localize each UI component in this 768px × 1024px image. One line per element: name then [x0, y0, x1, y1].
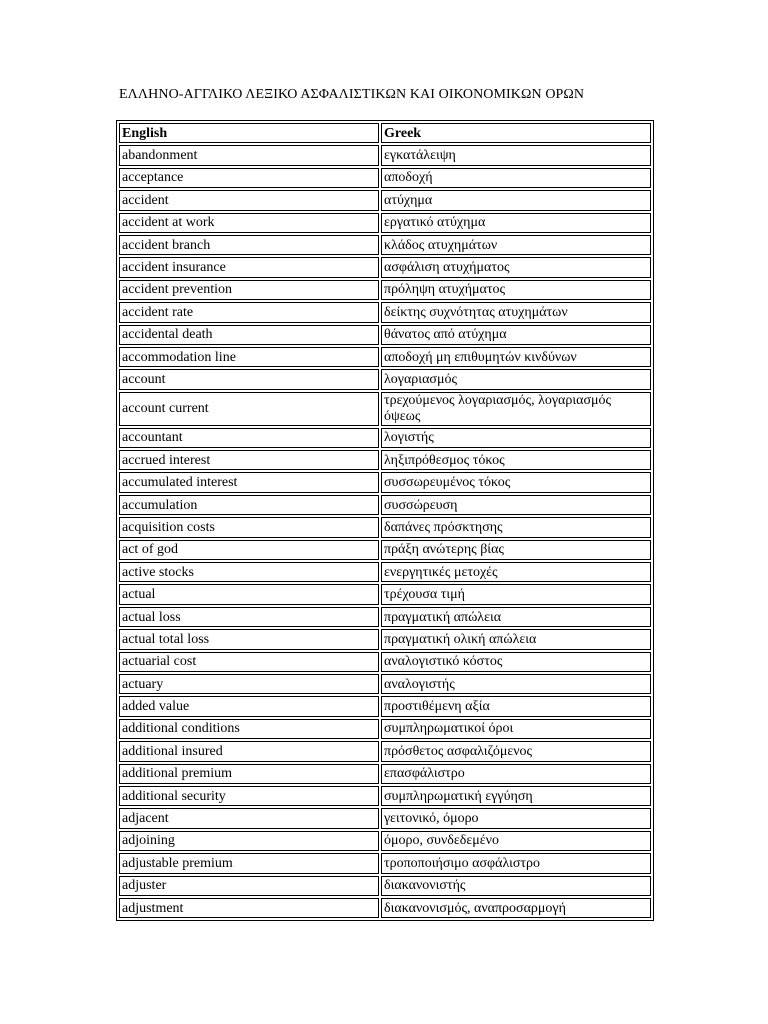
table-row: [119, 674, 651, 694]
greek-term: τρέχουσα τιμή: [381, 584, 651, 604]
table-row: [119, 562, 651, 582]
table-row: [119, 495, 651, 515]
english-term: accommodation line: [119, 347, 379, 367]
table-row: [119, 325, 651, 345]
table-row: [119, 808, 651, 828]
table-row: [119, 369, 651, 389]
table-row: [119, 517, 651, 537]
table-row: [119, 607, 651, 627]
english-term: acceptance: [119, 168, 379, 188]
english-term: act of god: [119, 540, 379, 560]
table-row: [119, 257, 651, 277]
english-term: accident branch: [119, 235, 379, 255]
greek-term: τροποποιήσιμο ασφάλιστρο: [381, 853, 651, 873]
english-term: accident: [119, 190, 379, 210]
greek-term: πραγματική απώλεια: [381, 607, 651, 627]
table-row: [119, 280, 651, 300]
greek-term: ασφάλιση ατυχήματος: [381, 257, 651, 277]
greek-term: προστιθέμενη αξία: [381, 696, 651, 716]
english-term: account current: [119, 392, 379, 426]
header-greek: Greek: [381, 123, 651, 143]
greek-term: λογιστής: [381, 428, 651, 448]
document-title: ΕΛΛΗΝΟ-ΑΓΓΛΙΚΟ ΛΕΞΙΚΟ ΑΣΦΑΛΙΣΤΙΚΩΝ ΚΑΙ ΟΙΚΟΝΟΜΙΚΩΝ ΟΡΩΝ: [119, 87, 585, 102]
greek-term: τρεχούμενος λογαριασμός, λογαριασμός όψεως: [381, 392, 651, 426]
english-term: accumulation: [119, 495, 379, 515]
table-row: [119, 450, 651, 470]
greek-term: αναλογιστής: [381, 674, 651, 694]
table-row: [119, 652, 651, 672]
table-row: [119, 584, 651, 604]
english-term: additional insured: [119, 741, 379, 761]
greek-term: συσσωρευμένος τόκος: [381, 472, 651, 492]
table-body: [119, 145, 651, 918]
greek-term: δείκτης συχνότητας ατυχημάτων: [381, 302, 651, 322]
english-term: adjustment: [119, 898, 379, 918]
greek-term: κλάδος ατυχημάτων: [381, 235, 651, 255]
greek-term: αποδοχή μη επιθυμητών κινδύνων: [381, 347, 651, 367]
table-row: [119, 347, 651, 367]
table-row: [119, 235, 651, 255]
english-term: added value: [119, 696, 379, 716]
table-row: [119, 719, 651, 739]
english-term: additional conditions: [119, 719, 379, 739]
greek-term: δαπάνες πρόσκτησης: [381, 517, 651, 537]
greek-term: όμορο, συνδεδεμένο: [381, 831, 651, 851]
english-term: actuarial cost: [119, 652, 379, 672]
greek-term: ατύχημα: [381, 190, 651, 210]
dictionary-table: [116, 120, 654, 921]
table-row: [119, 786, 651, 806]
table-row: [119, 145, 651, 165]
table-row: [119, 764, 651, 784]
table-row: [119, 853, 651, 873]
greek-term: αποδοχή: [381, 168, 651, 188]
english-term: adjoining: [119, 831, 379, 851]
table-row: [119, 302, 651, 322]
english-term: actuary: [119, 674, 379, 694]
table-row: [119, 629, 651, 649]
english-term: accident at work: [119, 213, 379, 233]
english-term: adjustable premium: [119, 853, 379, 873]
greek-term: διακανονισμός, αναπροσαρμογή: [381, 898, 651, 918]
english-term: acquisition costs: [119, 517, 379, 537]
greek-term: πρόληψη ατυχήματος: [381, 280, 651, 300]
table-row: [119, 190, 651, 210]
table-row: [119, 876, 651, 896]
greek-term: διακανονιστής: [381, 876, 651, 896]
table-row: [119, 213, 651, 233]
english-term: account: [119, 369, 379, 389]
english-term: adjacent: [119, 808, 379, 828]
english-term: additional security: [119, 786, 379, 806]
greek-term: αναλογιστικό κόστος: [381, 652, 651, 672]
english-term: accrued interest: [119, 450, 379, 470]
english-term: actual total loss: [119, 629, 379, 649]
table-row: [119, 540, 651, 560]
header-english: English: [119, 123, 379, 143]
table-row: [119, 392, 651, 426]
greek-term: πρόσθετος ασφαλιζόμενος: [381, 741, 651, 761]
greek-term: εγκατάλειψη: [381, 145, 651, 165]
greek-term: συμπληρωματική εγγύηση: [381, 786, 651, 806]
table-row: [119, 168, 651, 188]
english-term: accident prevention: [119, 280, 379, 300]
english-term: adjuster: [119, 876, 379, 896]
greek-term: εργατικό ατύχημα: [381, 213, 651, 233]
greek-term: θάνατος από ατύχημα: [381, 325, 651, 345]
greek-term: επασφάλιστρο: [381, 764, 651, 784]
english-term: accountant: [119, 428, 379, 448]
english-term: accumulated interest: [119, 472, 379, 492]
english-term: actual loss: [119, 607, 379, 627]
english-term: abandonment: [119, 145, 379, 165]
table-row: [119, 898, 651, 918]
english-term: accidental death: [119, 325, 379, 345]
table-row: [119, 831, 651, 851]
table-row: [119, 472, 651, 492]
table-row: [119, 696, 651, 716]
english-term: active stocks: [119, 562, 379, 582]
greek-term: γειτονικό, όμορο: [381, 808, 651, 828]
english-term: additional premium: [119, 764, 379, 784]
english-term: accident insurance: [119, 257, 379, 277]
greek-term: ληξιπρόθεσμος τόκος: [381, 450, 651, 470]
english-term: actual: [119, 584, 379, 604]
greek-term: λογαριασμός: [381, 369, 651, 389]
greek-term: πραγματική ολική απώλεια: [381, 629, 651, 649]
table-row: [119, 428, 651, 448]
greek-term: ενεργητικές μετοχές: [381, 562, 651, 582]
greek-term: πράξη ανώτερης βίας: [381, 540, 651, 560]
table-row: [119, 741, 651, 761]
english-term: accident rate: [119, 302, 379, 322]
greek-term: συσσώρευση: [381, 495, 651, 515]
greek-term: συμπληρωματικοί όροι: [381, 719, 651, 739]
table-header-row: [119, 123, 651, 143]
